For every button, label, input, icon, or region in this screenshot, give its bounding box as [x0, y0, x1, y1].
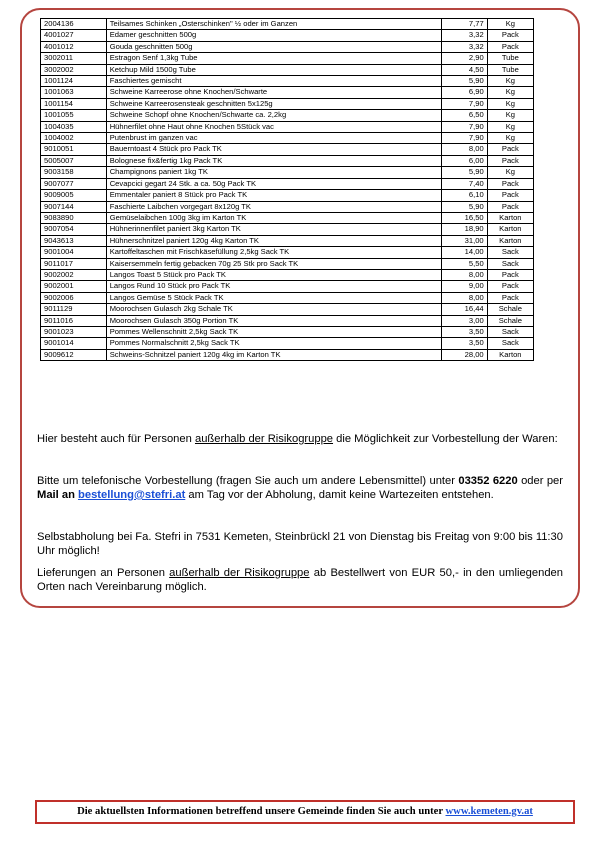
table-row — [41, 155, 534, 166]
table-row — [41, 76, 534, 87]
product-unit-cell: Sack — [487, 338, 533, 349]
table-row — [41, 304, 534, 315]
paragraph-preorder — [37, 432, 563, 446]
table-row — [41, 247, 534, 258]
product-name-cell: Moorochsen Gulasch 350g Portion TK — [106, 315, 441, 326]
product-code-cell: 9011017 — [41, 258, 107, 269]
product-unit-cell: Kg — [487, 76, 533, 87]
product-code-cell: 3002002 — [41, 64, 107, 75]
product-code-cell: 9009005 — [41, 190, 107, 201]
phone-number: 03352 6220 — [458, 475, 518, 487]
p1-text: Hier besteht auch für Personen — [37, 433, 195, 445]
product-name-cell: Schweine Karreerosensteak geschnitten 5x125g — [106, 98, 441, 109]
table-row — [41, 98, 534, 109]
table-row — [41, 212, 534, 223]
product-price-cell: 3,00 — [441, 315, 487, 326]
product-code-cell: 1001124 — [41, 76, 107, 87]
table-row — [41, 121, 534, 132]
product-unit-cell: Sack — [487, 247, 533, 258]
product-name-cell: Bauerntoast 4 Stück pro Pack TK — [106, 144, 441, 155]
product-price-cell: 8,00 — [441, 144, 487, 155]
product-unit-cell: Schale — [487, 315, 533, 326]
product-name-cell: Faschiertes gemischt — [106, 76, 441, 87]
table-row — [41, 190, 534, 201]
table-row — [41, 281, 534, 292]
product-name-cell: Kaisersemmeln fertig gebacken 70g 25 Stk pro Sack TK — [106, 258, 441, 269]
product-name-cell: Bolognese fix&fertig 1kg Pack TK — [106, 155, 441, 166]
product-unit-cell: Karton — [487, 212, 533, 223]
product-price-cell: 18,90 — [441, 224, 487, 235]
table-row — [41, 235, 534, 246]
table-row — [41, 53, 534, 64]
table-row — [41, 41, 534, 52]
product-price-cell: 7,40 — [441, 178, 487, 189]
product-price-cell: 5,50 — [441, 258, 487, 269]
product-code-cell: 9011016 — [41, 315, 107, 326]
product-unit-cell: Kg — [487, 87, 533, 98]
product-name-cell: Pommes Wellenschnitt 2,5kg Sack TK — [106, 326, 441, 337]
product-name-cell: Pommes Normalschnitt 2,5kg Sack TK — [106, 338, 441, 349]
product-unit-cell: Kg — [487, 133, 533, 144]
product-name-cell: Putenbrust im ganzen vac — [106, 133, 441, 144]
table-row — [41, 64, 534, 75]
product-price-cell: 3,32 — [441, 41, 487, 52]
product-name-cell: Cevapcici gegart 24 Stk. a ca. 50g Pack TK — [106, 178, 441, 189]
product-price-cell: 6,90 — [441, 87, 487, 98]
product-price-cell: 9,00 — [441, 281, 487, 292]
table-row — [41, 178, 534, 189]
product-unit-cell: Schale — [487, 304, 533, 315]
paragraph-delivery — [37, 566, 563, 594]
table-row — [41, 201, 534, 212]
product-code-cell: 2004136 — [41, 19, 107, 30]
product-name-cell: Hühnerschnitzel paniert 120g 4kg Karton TK — [106, 235, 441, 246]
product-name-cell: Langos Gemüse 5 Stück Pack TK — [106, 292, 441, 303]
product-table-body — [41, 19, 534, 361]
product-name-cell: Hühnerfilet ohne Haut ohne Knochen 5Stück vac — [106, 121, 441, 132]
product-code-cell: 9002002 — [41, 269, 107, 280]
product-price-cell: 16,50 — [441, 212, 487, 223]
product-price-cell: 6,00 — [441, 155, 487, 166]
product-price-cell: 5,90 — [441, 201, 487, 212]
table-row — [41, 292, 534, 303]
product-price-cell: 8,00 — [441, 269, 487, 280]
product-code-cell: 9007077 — [41, 178, 107, 189]
product-price-cell: 28,00 — [441, 349, 487, 360]
product-unit-cell: Kg — [487, 167, 533, 178]
paragraph-pickup: Selbstabholung bei Fa. Stefri in 7531 Kemeten, Steinbrückl 21 von Dienstag bis Freitag von 9:00 bis 11:30 Uhr möglich! — [37, 531, 563, 557]
product-price-cell: 3,50 — [441, 326, 487, 337]
footer-info-box — [35, 800, 575, 824]
product-table — [40, 18, 534, 361]
product-name-cell: Langos Toast 5 Stück pro Pack TK — [106, 269, 441, 280]
product-unit-cell: Kg — [487, 121, 533, 132]
product-code-cell: 9007054 — [41, 224, 107, 235]
product-price-cell: 4,50 — [441, 64, 487, 75]
product-code-cell: 5005007 — [41, 155, 107, 166]
product-code-cell: 9001023 — [41, 326, 107, 337]
product-price-cell: 8,00 — [441, 292, 487, 303]
product-name-cell: Ketchup Mild 1500g Tube — [106, 64, 441, 75]
product-code-cell: 9001014 — [41, 338, 107, 349]
product-unit-cell: Pack — [487, 190, 533, 201]
p4-risk-group: außerhalb der Risikogruppe — [169, 567, 310, 579]
product-code-cell: 1001063 — [41, 87, 107, 98]
product-name-cell: Gemüselaibchen 100g 3kg im Karton TK — [106, 212, 441, 223]
table-row — [41, 338, 534, 349]
product-unit-cell: Kg — [487, 98, 533, 109]
product-code-cell: 1001055 — [41, 110, 107, 121]
product-name-cell: Faschierte Laibchen vorgegart 8x120g TK — [106, 201, 441, 212]
product-code-cell: 3002011 — [41, 53, 107, 64]
table-row — [41, 133, 534, 144]
product-code-cell: 9007144 — [41, 201, 107, 212]
product-price-cell: 31,00 — [441, 235, 487, 246]
product-unit-cell: Karton — [487, 235, 533, 246]
product-name-cell: Schweine Schopf ohne Knochen/Schwarte ca. 2,2kg — [106, 110, 441, 121]
product-unit-cell: Sack — [487, 326, 533, 337]
product-unit-cell: Tube — [487, 64, 533, 75]
product-name-cell: Hühnerinnenfilet paniert 3kg Karton TK — [106, 224, 441, 235]
table-row — [41, 269, 534, 280]
product-price-cell: 2,90 — [441, 53, 487, 64]
p1-risk-group: außerhalb der Risikogruppe — [194, 433, 334, 445]
product-unit-cell: Pack — [487, 155, 533, 166]
table-row — [41, 110, 534, 121]
table-row — [41, 167, 534, 178]
table-row — [41, 19, 534, 30]
product-code-cell: 1004002 — [41, 133, 107, 144]
paragraph-contact — [37, 474, 563, 502]
product-code-cell: 4001012 — [41, 41, 107, 52]
product-name-cell: Teilsames Schinken „Osterschinken" ½ oder im Ganzen — [106, 19, 441, 30]
product-name-cell: Champignons paniert 1kg TK — [106, 167, 441, 178]
product-code-cell: 9002006 — [41, 292, 107, 303]
product-unit-cell: Karton — [487, 349, 533, 360]
product-name-cell: Gouda geschnitten 500g — [106, 41, 441, 52]
product-unit-cell: Pack — [487, 281, 533, 292]
table-row — [41, 30, 534, 41]
product-unit-cell: Pack — [487, 144, 533, 155]
product-price-cell: 7,90 — [441, 98, 487, 109]
table-row — [41, 315, 534, 326]
product-name-cell: Langos Rund 10 Stück pro Pack TK — [106, 281, 441, 292]
p4-text: Lieferungen an Personen — [37, 567, 170, 579]
product-unit-cell: Sack — [487, 258, 533, 269]
table-row — [41, 87, 534, 98]
product-code-cell: 9003158 — [41, 167, 107, 178]
product-price-cell: 3,32 — [441, 30, 487, 41]
product-price-cell: 5,90 — [441, 76, 487, 87]
footer-text: Die aktuellsten Informationen betreffend unsere Gemeinde finden Sie auch unter — [77, 806, 446, 817]
product-price-cell: 6,50 — [441, 110, 487, 121]
product-code-cell: 1004035 — [41, 121, 107, 132]
product-code-cell: 9083890 — [41, 212, 107, 223]
product-unit-cell: Pack — [487, 178, 533, 189]
table-row — [41, 224, 534, 235]
product-price-cell: 5,90 — [441, 167, 487, 178]
product-unit-cell: Pack — [487, 30, 533, 41]
product-code-cell: 4001027 — [41, 30, 107, 41]
product-unit-cell: Pack — [487, 201, 533, 212]
product-unit-cell: Karton — [487, 224, 533, 235]
product-unit-cell: Pack — [487, 41, 533, 52]
product-unit-cell: Kg — [487, 19, 533, 30]
product-name-cell: Schweine Karreerose ohne Knochen/Schwarte — [106, 87, 441, 98]
product-price-cell: 7,90 — [441, 133, 487, 144]
table-row — [41, 326, 534, 337]
product-price-cell: 3,50 — [441, 338, 487, 349]
p2-text-mid: oder per — [517, 475, 564, 487]
product-code-cell: 9001004 — [41, 247, 107, 258]
product-code-cell: 9011129 — [41, 304, 107, 315]
product-price-cell: 7,90 — [441, 121, 487, 132]
p2-text: Bitte um telefonische Vorbestellung (fragen Sie auch um andere Lebensmittel) unter — [37, 475, 459, 487]
product-price-cell: 7,77 — [441, 19, 487, 30]
product-code-cell: 9010051 — [41, 144, 107, 155]
product-name-cell: Kartoffeltaschen mit Frischkäsefüllung 2,5kg Sack TK — [106, 247, 441, 258]
product-price-cell: 16,44 — [441, 304, 487, 315]
product-name-cell: Schweins-Schnitzel paniert 120g 4kg im Karton TK — [106, 349, 441, 360]
p4-text-end: ab Bestellwert von EUR 50,- in den umliegenden Orten nach Vereinbarung möglich. — [37, 567, 564, 593]
product-unit-cell: Pack — [487, 292, 533, 303]
product-code-cell: 9009612 — [41, 349, 107, 360]
p1-text-end: die Möglichkeit zur Vorbestellung der Waren: — [333, 433, 558, 445]
product-unit-cell: Kg — [487, 110, 533, 121]
product-name-cell: Moorochsen Gulasch 2kg Schale TK — [106, 304, 441, 315]
product-code-cell: 1001154 — [41, 98, 107, 109]
product-name-cell: Edamer geschnitten 500g — [106, 30, 441, 41]
product-price-cell: 14,00 — [441, 247, 487, 258]
product-unit-cell: Tube — [487, 53, 533, 64]
table-row — [41, 349, 534, 360]
product-price-cell: 6,10 — [441, 190, 487, 201]
p2-text-end: am Tag vor der Abholung, damit keine Wartezeiten entstehen. — [185, 489, 494, 501]
product-name-cell: Estragon Senf 1,3kg Tube — [106, 53, 441, 64]
email-link[interactable]: bestellung@stefri.at — [78, 489, 186, 501]
product-unit-cell: Pack — [487, 269, 533, 280]
table-row — [41, 258, 534, 269]
mail-label: Mail an — [37, 489, 75, 501]
product-name-cell: Emmentaler paniert 8 Stück pro Pack TK — [106, 190, 441, 201]
product-code-cell: 9043613 — [41, 235, 107, 246]
footer-website-link[interactable]: www.kemeten.gv.at — [445, 806, 533, 817]
product-code-cell: 9002001 — [41, 281, 107, 292]
table-row — [41, 144, 534, 155]
